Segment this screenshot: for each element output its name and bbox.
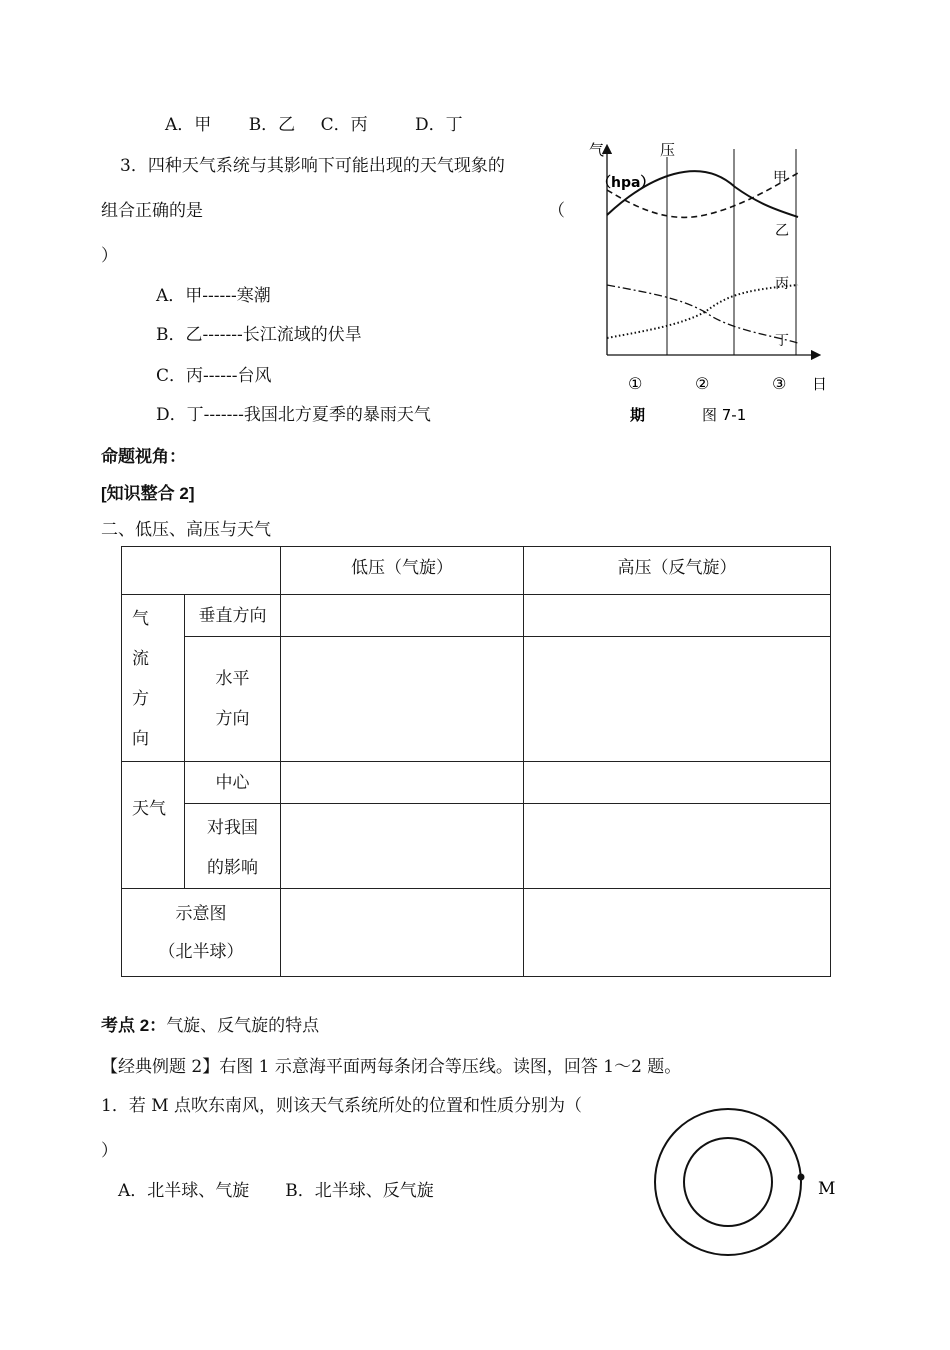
- cell-high-impact: [524, 804, 831, 889]
- q3-line-2: 组合正确的是: [101, 201, 203, 221]
- row-horizontal-2: 方向: [215, 709, 250, 729]
- row-header-weather: 天气: [122, 762, 185, 889]
- q3-option-a: A．甲------寒潮: [156, 286, 271, 306]
- heading-knowledge: [知识整合 2]: [101, 484, 195, 503]
- col-header-high: 高压（反气旋）: [524, 547, 831, 595]
- fig-caption: 图 7-1: [702, 406, 747, 424]
- col-header-low: 低压（气旋）: [281, 547, 524, 595]
- q3-paren-open: （: [548, 201, 565, 221]
- q2-option-a: A．甲: [165, 115, 212, 135]
- example-2-tag: 【经典例题 2】: [101, 1057, 220, 1077]
- fig-mark-3: ③: [772, 374, 787, 393]
- airflow-char-4: 向: [132, 729, 149, 749]
- cell-low-horizontal: [281, 637, 524, 762]
- fig-label-yi: 乙: [775, 223, 789, 239]
- fig-label-bing: 丙: [775, 276, 789, 292]
- airflow-char-2: 流: [132, 649, 149, 669]
- q1-text: 1．若 M 点吹东南风，则该天气系统所处的位置和性质分别为（: [101, 1096, 583, 1116]
- section-title: 二、低压、高压与天气: [101, 520, 271, 540]
- row-center: 中心: [185, 762, 281, 804]
- point-2: [101, 1016, 319, 1036]
- fig-mark-1: ①: [628, 374, 643, 393]
- row-diagram: [122, 889, 281, 977]
- q2-option-b: B．乙: [248, 115, 296, 135]
- cell-high-center: [524, 762, 831, 804]
- table-corner: [122, 547, 281, 595]
- fig-y-label-2: 压: [660, 141, 676, 159]
- fig-mark-2: ②: [695, 374, 710, 393]
- fig-x-label-2: 期: [630, 406, 646, 424]
- cell-low-vertical: [281, 595, 524, 637]
- row-horizontal: [185, 637, 281, 762]
- cell-high-diagram: [524, 889, 831, 977]
- q2-option-d: D．丁: [415, 115, 463, 135]
- heading-angle: 命题视角：: [101, 447, 186, 466]
- row-impact: [185, 804, 281, 889]
- row-diagram-2: （北半球）: [158, 942, 244, 962]
- figure-7-1: [580, 135, 840, 430]
- q1-option-a: A．北半球、气旋: [118, 1181, 250, 1201]
- inner-isobar: [684, 1138, 772, 1226]
- q3-paren-close: ）: [101, 246, 118, 266]
- row-diagram-1: 示意图: [175, 904, 227, 924]
- point-m-label: M: [818, 1179, 836, 1199]
- point-2-label: 考点 2：: [101, 1016, 167, 1035]
- fig-label-jia: 甲: [773, 170, 787, 186]
- fig-curve-ding: [607, 285, 798, 343]
- isobar-figure: [650, 1095, 840, 1285]
- fig-unit: （hpa）: [597, 175, 655, 191]
- row-header-airflow: [122, 595, 185, 762]
- outer-isobar: [655, 1109, 801, 1255]
- row-impact-1: 对我国: [207, 818, 258, 838]
- cell-low-diagram: [281, 889, 524, 977]
- airflow-char-1: 气: [132, 609, 149, 629]
- q3-line-1: 3．四种天气系统与其影响下可能出现的天气现象的: [120, 156, 505, 176]
- example-2: [101, 1057, 681, 1077]
- row-horizontal-1: 水平: [215, 669, 250, 689]
- fig-curve-bing: [607, 285, 798, 338]
- q3-option-b: B．乙-------长江流域的伏旱: [156, 325, 362, 345]
- airflow-char-3: 方: [132, 689, 149, 709]
- q1-options: [118, 1181, 434, 1201]
- q3-option-c: C．丙------台风: [156, 366, 272, 386]
- q2-option-c: C．丙: [320, 115, 368, 135]
- q2-options: [165, 115, 463, 135]
- point-2-text: 气旋、反气旋的特点: [166, 1016, 320, 1036]
- cell-low-center: [281, 762, 524, 804]
- example-2-text: 右图 1 示意海平面两每条闭合等压线。读图，回答 1～2 题。: [219, 1057, 682, 1077]
- q1-option-b: B．北半球、反气旋: [285, 1181, 434, 1201]
- q3-option-d: D．丁-------我国北方夏季的暴雨天气: [156, 405, 431, 425]
- q1-close: ）: [101, 1141, 118, 1161]
- point-m: [798, 1174, 805, 1181]
- fig-x-label: 日: [812, 375, 828, 393]
- fig-y-label-1: 气: [589, 141, 605, 159]
- fig-label-ding: 丁: [775, 333, 789, 349]
- row-vertical: 垂直方向: [185, 595, 281, 637]
- cell-low-impact: [281, 804, 524, 889]
- row-impact-2: 的影响: [207, 858, 258, 878]
- cell-high-vertical: [524, 595, 831, 637]
- pressure-weather-table: [121, 546, 831, 977]
- cell-high-horizontal: [524, 637, 831, 762]
